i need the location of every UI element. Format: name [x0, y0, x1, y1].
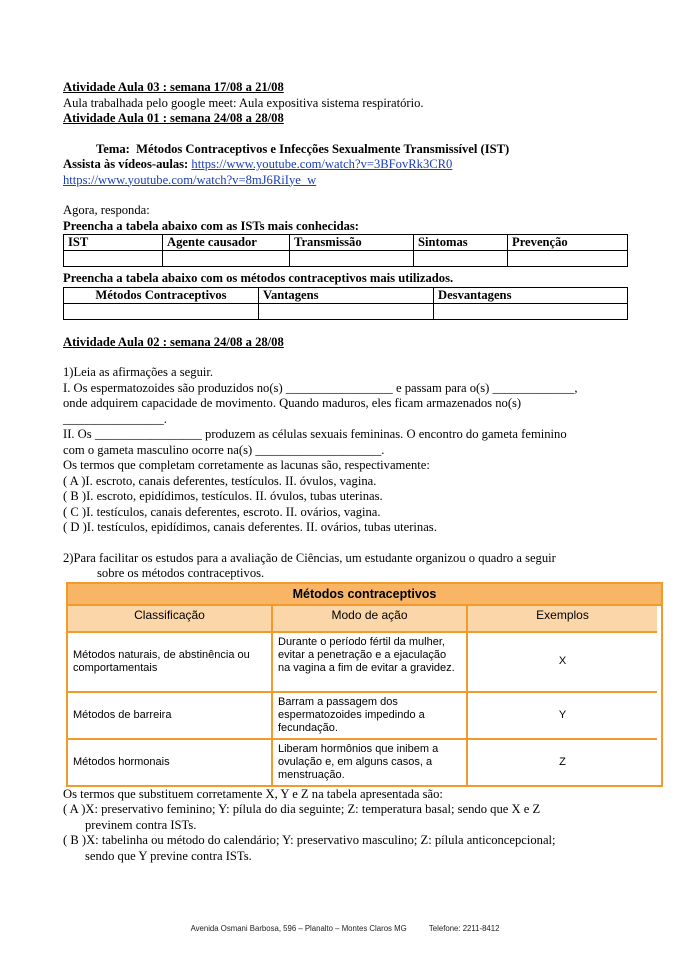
activity3-text: Aula trabalhada pelo google meet: Aula expositiva sistema respiratório.	[63, 95, 424, 110]
chart-header-examples: Exemplos	[468, 606, 657, 631]
q1-option-a[interactable]: ( A )I. escroto, canais deferentes, testículos. II. óvulos, vagina.	[63, 473, 377, 488]
activity1-title: Atividade Aula 01 : semana 24/08 a 28/08	[63, 111, 284, 125]
chart-row2-example: Y	[468, 691, 657, 738]
q2-after: Os termos que substituem corretamente X, Y e Z na tabela apresentada são:	[63, 786, 443, 801]
ist-table	[63, 234, 628, 267]
q2-option-b-line1[interactable]: ( B )X: tabelinha ou método do calendário; Y: preservativo masculino; Z: pílula anticoncepcional;	[63, 833, 556, 847]
ist-header-symptoms: Sintomas	[414, 235, 508, 251]
chart-row3-action: Liberam hormônios que inibem a ovulação e, em alguns casos, a menstruação.	[273, 738, 468, 785]
q1-line4: II. Os _________________ produzem as células sexuais femininas. O encontro do gameta feminino	[63, 427, 567, 441]
q1-option-d[interactable]: ( D )I. testículos, epidídimos, canais deferentes. II. ovários, tubas uterinas.	[63, 520, 437, 534]
theme-title: Tema: Métodos Contraceptivos e Infecções Sexualmente Transmissível (IST)	[96, 141, 510, 156]
q1-option-b[interactable]: ( B )I. escroto, epidídimos, testículos. II. óvulos, tubas uterinas.	[63, 489, 383, 503]
table2-prompt: Preencha a tabela abaixo com os métodos contraceptivos mais utilizados.	[63, 271, 454, 285]
chart-header-action: Modo de ação	[273, 606, 468, 631]
ist-empty-row[interactable]	[64, 251, 628, 267]
q1-intro: 1)Leia as afirmações a seguir.	[63, 365, 214, 379]
chart-row2-classification: Métodos de barreira	[68, 691, 273, 738]
ist-header-ist: IST	[64, 235, 163, 251]
activity2-title: Atividade Aula 02 : semana 24/08 a 28/08	[63, 334, 284, 349]
chart-row3-example: Z	[468, 738, 657, 785]
ist-header-transmission: Transmissão	[290, 235, 414, 251]
ist-header-prevention: Prevenção	[508, 235, 628, 251]
q1-line1: I. Os espermatozoides são produzidos no(s) _________________ e passam para o(s) _____________,	[63, 380, 578, 395]
chart-header-classification: Classificação	[68, 606, 273, 631]
methods-header-name: Métodos Contraceptivos	[64, 287, 259, 303]
video-link-2[interactable]: https://www.youtube.com/watch?v=8mJ6RiIye_w	[63, 172, 317, 187]
table1-prompt: Preencha a tabela abaixo com as ISTs mais conhecidas:	[63, 218, 359, 233]
video-link-1[interactable]: https://www.youtube.com/watch?v=3BFovRk3CR0	[191, 157, 453, 171]
document-page	[63, 80, 638, 864]
chart-row3-classification: Métodos hormonais	[68, 738, 273, 785]
methods-chart-image	[66, 582, 663, 787]
page-footer	[0, 924, 690, 933]
q2-option-a-line1[interactable]: ( A )X: preservativo feminino; Y: pílula do dia seguinte; Z: temperatura basal; sendo que X e Z	[63, 802, 541, 816]
activity3-title: Atividade Aula 03 : semana 17/08 a 21/08	[63, 80, 284, 94]
q1-option-c[interactable]: ( C )I. testículos, canais deferentes, escroto. II. ovários, vagina.	[63, 504, 381, 519]
q2-option-b-line2: sendo que Y previne contra ISTs.	[85, 848, 252, 863]
methods-header-advantages: Vantagens	[259, 287, 434, 303]
chart-row1-action: Durante o período fértil da mulher, evitar a penetração e a ejaculação na vagina a fim de evitar a gravidez.	[273, 631, 468, 691]
videos-label: Assista às vídeos-aulas:	[63, 157, 192, 171]
chart-row1-classification: Métodos naturais, de abstinência ou comportamentais	[68, 631, 273, 691]
q2-line2: sobre os métodos contraceptivos.	[97, 566, 265, 580]
q2-line1: 2)Para facilitar os estudos para a avaliação de Ciências, um estudante organizou o quadro a seguir	[63, 550, 556, 565]
methods-empty-row[interactable]	[64, 303, 628, 319]
chart-row1-example: X	[468, 631, 657, 691]
q1-line2: onde adquirem capacidade de movimento. Quando maduros, eles ficam armazenados no(s)	[63, 396, 522, 410]
methods-table	[63, 287, 628, 320]
q1-line5: com o gameta masculino ocorre na(s) ____________________.	[63, 442, 385, 457]
methods-header-disadvantages: Desvantagens	[434, 287, 628, 303]
q2-option-a-line2: previnem contra ISTs.	[85, 817, 197, 832]
methods-chart-title: Métodos contraceptivos	[68, 584, 661, 606]
respond-label: Agora, responda:	[63, 203, 150, 217]
q1-line6: Os termos que completam corretamente as lacunas são, respectivamente:	[63, 458, 430, 472]
ist-header-agent: Agente causador	[163, 235, 290, 251]
footer-address: Avenida Osmani Barbosa, 596 – Planalto – Montes Claros MG	[190, 924, 407, 933]
chart-row2-action: Barram a passagem dos espermatozoides impedindo a fecundação.	[273, 691, 468, 738]
footer-phone: Telefone: 2211-8412	[428, 924, 500, 933]
q1-line3: ________________.	[63, 411, 167, 426]
